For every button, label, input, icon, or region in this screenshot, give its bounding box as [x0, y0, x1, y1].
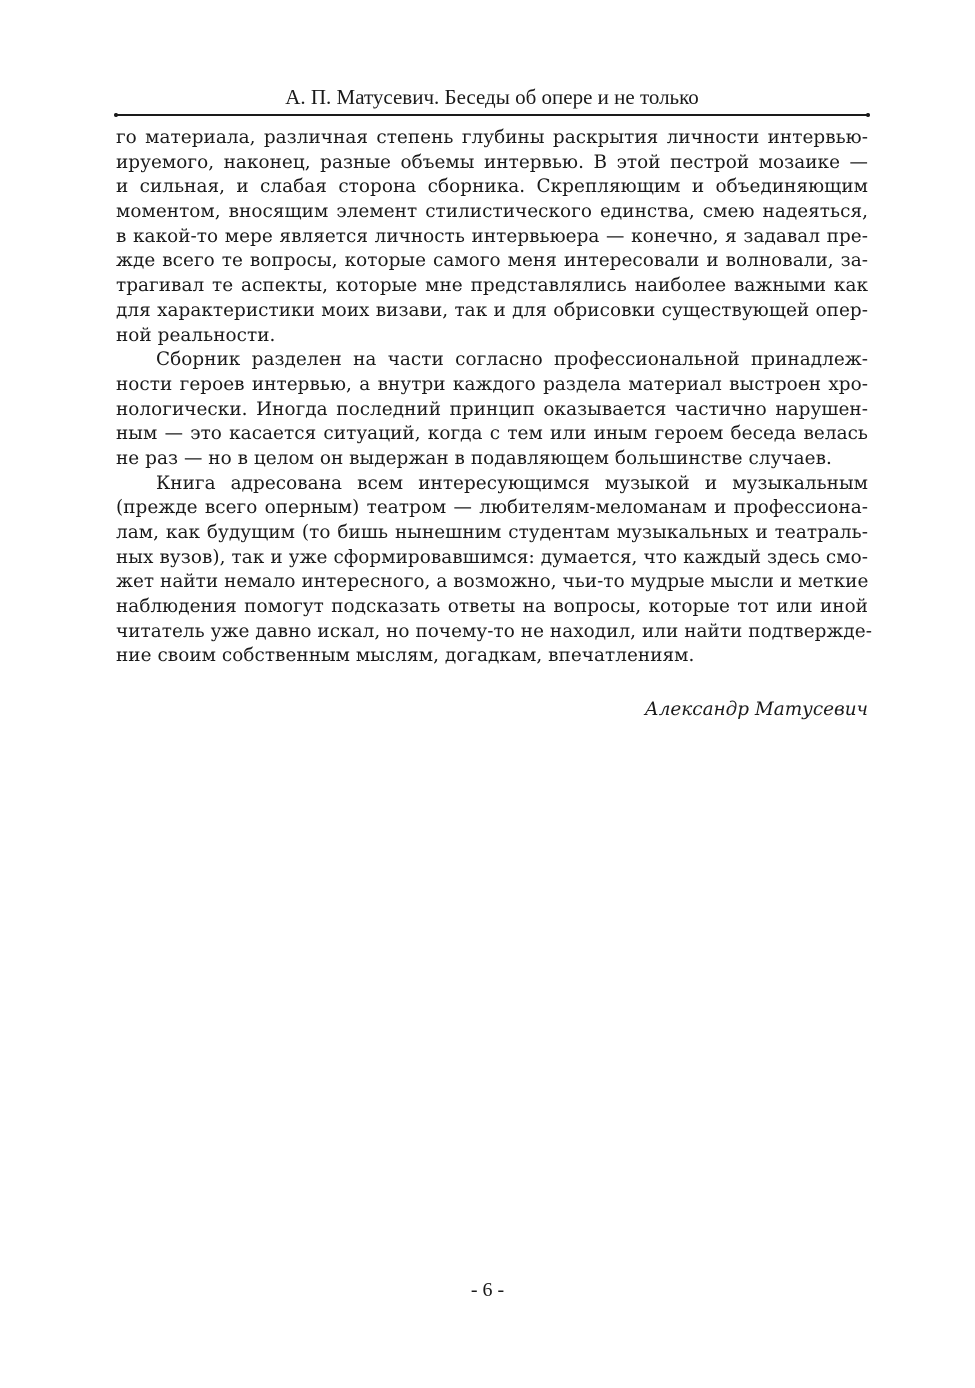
header-rule: [116, 114, 868, 116]
text-line: для характеристики моих визави, так и для обрисовки существующей опер-: [116, 299, 868, 321]
paragraph-3: [116, 472, 872, 670]
text-line: трагивал те аспекты, которые мне представлялись наиболее важными как: [116, 275, 868, 297]
text-line: Книга адресована всем интересующимся музыкой и музыкальным: [156, 472, 868, 494]
paragraph-1: [116, 126, 868, 348]
text-line: лам, как будущим (то бишь нынешним студентам музыкальных и театраль-: [116, 522, 868, 543]
text-line: в какой-то мере является личность интервьюера — конечно, я задавал пре-: [116, 225, 868, 247]
text-line: (прежде всего оперным) театром — любителям-меломанам и профессиона-: [116, 497, 868, 519]
text-line: жет найти немало интересного, а возможно, чьи-то мудрые мысли и меткие: [116, 571, 869, 593]
text-line: го материала, различная степень глубины раскрытия личности интервью-: [116, 127, 868, 148]
running-header: А. П. Матусевич. Беседы об опере и не только: [285, 85, 699, 109]
text-line: нологически. Иногда последний принцип оказывается частично нарушен-: [116, 398, 868, 420]
text-line: моментом, вносящим элемент стилистического единства, смею надеяться,: [116, 201, 868, 223]
text-line: ности героев интервью, а внутри каждого раздела материал выстроен хро-: [116, 373, 868, 395]
text-line: жде всего те вопросы, которые самого меня интересовали и волновали, за-: [116, 250, 868, 272]
paragraph-2: [116, 348, 868, 471]
text-line: ние своим собственным мыслям, догадкам, впечатлениям.: [116, 645, 695, 667]
page-number: - 6 -: [470, 1279, 505, 1301]
text-line: ной реальности.: [116, 324, 276, 346]
text-line: ируемого, наконец, разные объемы интервью. В этой пестрой мозаике —: [116, 151, 868, 173]
text-line: наблюдения помогут подсказать ответы на вопросы, которые тот или иной: [116, 596, 868, 618]
text-line: читатель уже давно искал, но почему-то не находил, или найти подтвержде-: [116, 620, 872, 642]
author-signature: Александр Матусевич: [644, 699, 868, 720]
text-line: ных вузов), так и уже сформировавшимся: думается, что каждый здесь смо-: [116, 546, 868, 568]
text-line: и сильная, и слабая сторона сборника. Скрепляющим и объединяющим: [116, 176, 868, 198]
text-line: ным — это касается ситуаций, когда с тем или иным героем беседа велась: [116, 423, 868, 445]
body-text: [116, 126, 872, 669]
text-line: не раз — но в целом он выдержан в подавляющем большинстве случаев.: [116, 447, 832, 469]
text-line: Сборник разделен на части согласно профессиональной принадлеж-: [156, 349, 868, 371]
